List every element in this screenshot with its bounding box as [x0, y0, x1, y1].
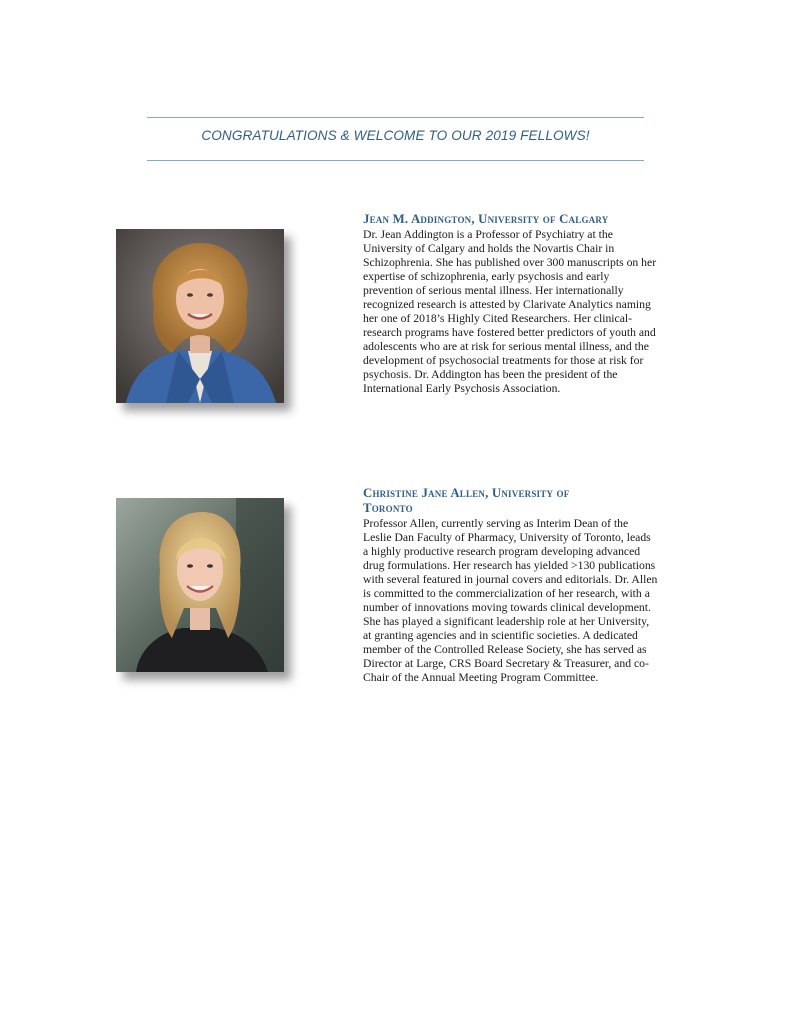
- portrait-addington: [116, 229, 284, 403]
- page-title: CONGRATULATIONS & WELCOME TO OUR 2019 FELLOWS!: [201, 128, 590, 143]
- fellow-photo-addington: [116, 229, 284, 403]
- bio-text: Professor Allen, currently serving as Interim Dean of the Leslie Dan Faculty of Pharmacy, University of Toronto, leads a highly productive research program developing advanced drug formulations. Her research has yielded >130 publications with several featured in journal covers and editorials. Dr. Allen is committed to the commercialization of her research, with a number of innovations moving towards clinical development. She has played a significant leadership role at her University, at granting agencies and in scientific societies. A dedicated member of the Controlled Release Society, she has served as Director at Large, CRS Board Secretary & Treasurer, and co- Chair of the Annual Meeting Program Committee.: [363, 517, 658, 684]
- fellow-name: Christine Jane Allen, University of Toronto: [363, 486, 570, 515]
- fellow-bio-allen: [363, 486, 693, 685]
- bottom-divider: [147, 160, 644, 161]
- bio-text: Dr. Jean Addington is a Professor of Psychiatry at the University of Calgary and holds the Novartis Chair in Schizophrenia. She has published over 300 manuscripts on her expertise of schizophrenia, early psychosis and early prevention of serious mental illness. Her internationally recognized research is attested by Clarivate Analytics naming her one of 2018’s Highly Cited Researchers. Her clinical- research programs have fostered better predictors of youth and adolescents who are at risk for serious mental illness, and the development of psychosocial treatments for those at risk for psychosis. Dr. Addington has been the president of the International Early Psychosis Association.: [363, 228, 657, 395]
- fellow-name: Jean M. Addington, University of Calgary: [363, 212, 609, 226]
- fellow-bio-addington: [363, 212, 693, 396]
- fellow-photo-allen: [116, 498, 284, 672]
- portrait-allen: [116, 498, 284, 672]
- top-divider: [147, 117, 644, 118]
